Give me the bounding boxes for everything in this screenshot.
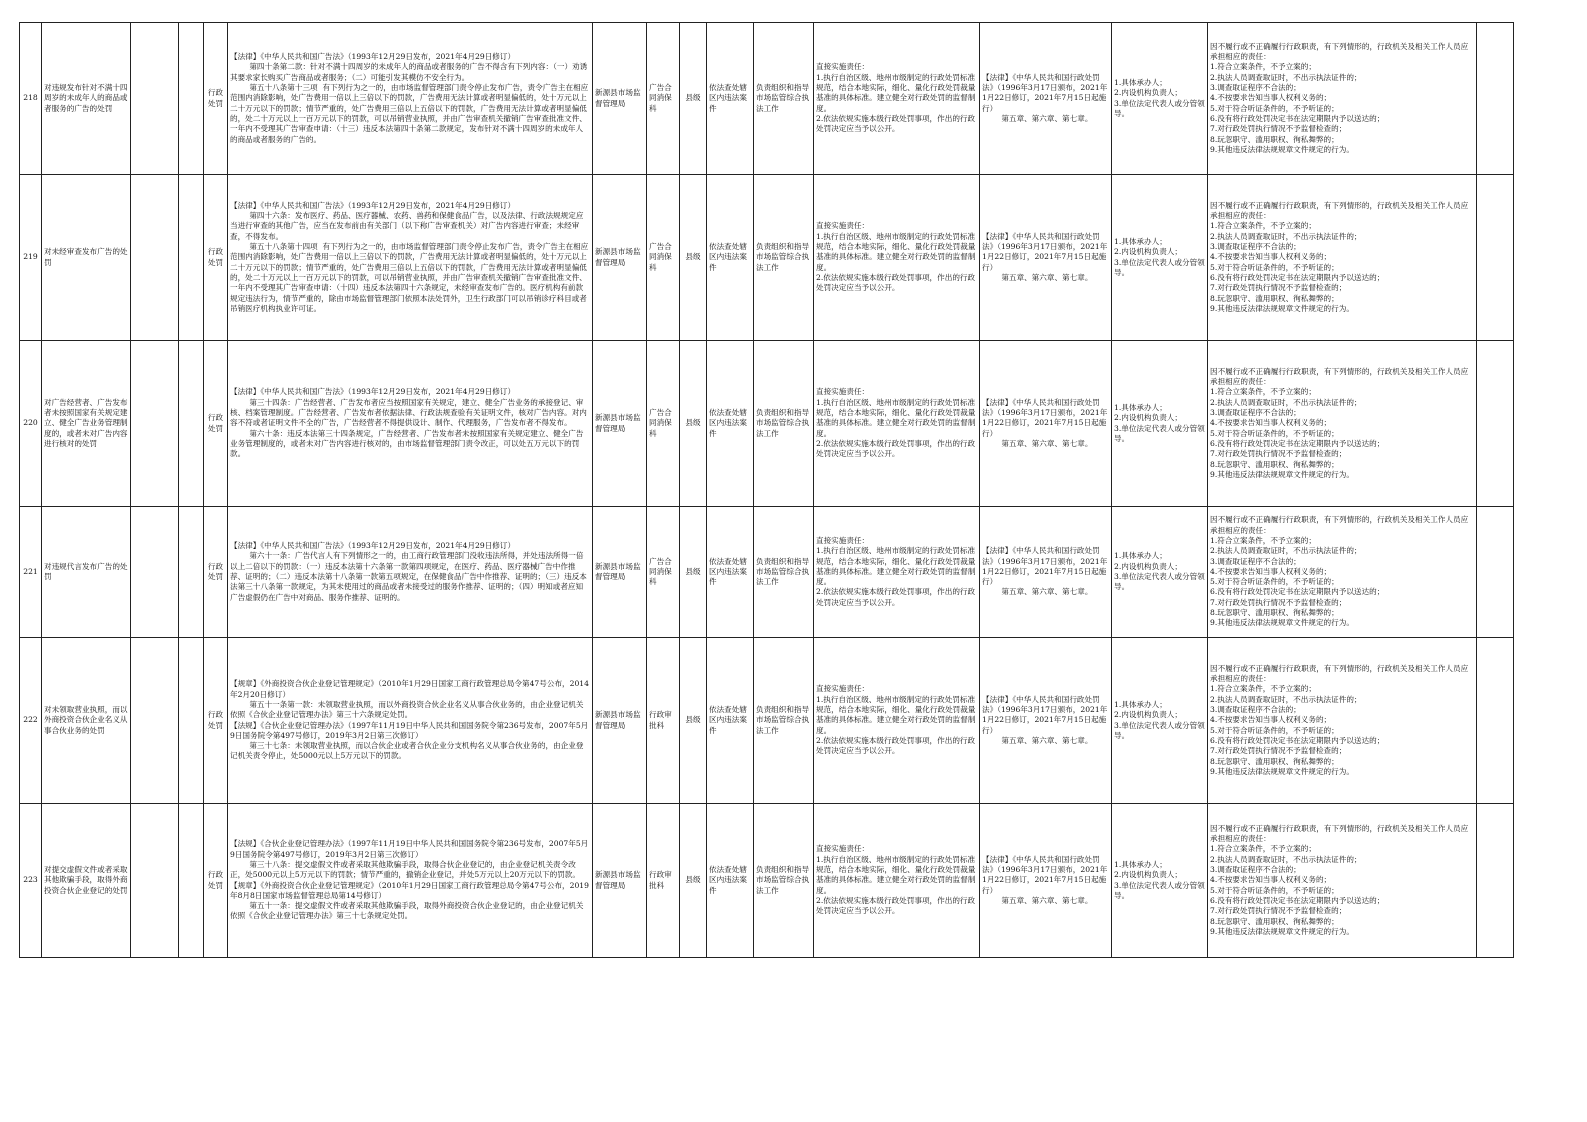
item-name: 对违规发布针对不满十四周岁的未成年人的商品或者服务的广告的处罚 bbox=[42, 23, 131, 175]
accountability-circumstances: 因不履行或不正确履行行政职责，有下列情形的，行政机关及相关工作人员应承担相应的责任： 1.符合立案条件，不予立案的； 2.执法人员调查取证时，不出示执法证件的； 3.调查取证程序不合法的； 4.不按要求告知当事人权利义务的； 5.对于符合听证条件的，不予听证的； 6.没有将行政处罚决定书在法定期限内予以送达的； 7.对行政处罚执行情况不予监督检查的； 8.玩忽职守、滥用职权、徇私舞弊的； 9.其他违反法律法规规章文件规定的行为。 bbox=[1208, 341, 1477, 507]
empty-cell-sub bbox=[179, 507, 204, 638]
empty-cell-sub bbox=[179, 23, 204, 175]
accountability-circumstances: 因不履行或不正确履行行政职责，有下列情形的，行政机关及相关工作人员应承担相应的责任： 1.符合立案条件，不予立案的； 2.执法人员调查取证时，不出示执法证件的； 3.调查取证程序不合法的； 4.不按要求告知当事人权利义务的； 5.对于符合听证条件的，不予听证的； 6.没有将行政处罚决定书在法定期限内予以送达的； 7.对行政处罚执行情况不予监督检查的； 8.玩忽职守、滥用职权、徇私舞弊的； 9.其他违反法律法规规章文件规定的行为。 bbox=[1208, 175, 1477, 341]
accountability-circumstances: 因不履行或不正确履行行政职责，有下列情形的，行政机关及相关工作人员应承担相应的责任： 1.符合立案条件，不予立案的； 2.执法人员调查取证时，不出示执法证件的； 3.调查取证程序不合法的； 4.不按要求告知当事人权利义务的； 5.对于符合听证条件的，不予听证的； 6.没有将行政处罚决定书在法定期限内予以送达的； 7.对行政处罚执行情况不予监督检查的； 8.玩忽职守、滥用职权、徇私舞弊的； 9.其他违反法律法规规章文件规定的行为。 bbox=[1208, 507, 1477, 638]
accountability-circumstances: 因不履行或不正确履行行政职责，有下列情形的，行政机关及相关工作人员应承担相应的责任： 1.符合立案条件，不予立案的； 2.执法人员调查取证时，不出示执法证件的； 3.调查取证程序不合法的； 4.不按要求告知当事人权利义务的； 5.对于符合听证条件的，不予听证的； 6.没有将行政处罚决定书在法定期限内予以送达的； 7.对行政处罚执行情况不予监督检查的； 8.玩忽职守、滥用职权、徇私舞弊的； 9.其他违反法律法规规章文件规定的行为。 bbox=[1208, 804, 1477, 958]
empty-cell-code bbox=[131, 638, 179, 804]
accountability-basis: 【法律】《中华人民共和国行政处罚法》（1996年3月17日颁布，2021年1月22日修订，2021年7月15日起施行） 第五章、第六章、第七章。 bbox=[980, 23, 1112, 175]
empty-cell-code bbox=[131, 804, 179, 958]
accountability-subjects: 1.具体承办人； 2.内设机构负责人； 3.单位法定代表人或分管领导。 bbox=[1112, 638, 1208, 804]
table-row bbox=[20, 175, 1514, 341]
item-category: 行政处罚 bbox=[204, 341, 228, 507]
empty-cell-code bbox=[131, 23, 179, 175]
empty-cell-code bbox=[131, 175, 179, 341]
empty-cell-remark bbox=[1477, 23, 1514, 175]
power-list-table bbox=[19, 22, 1514, 958]
table-row bbox=[20, 341, 1514, 507]
item-number: 219 bbox=[20, 175, 42, 341]
responsibility-items: 直接实施责任： 1.执行自治区级、地州市级制定的行政处罚标准规范，结合本地实际，细化、量化行政处罚裁量基准的具体标准。建立健全对行政处罚的监督制度。 2.依法依规实施本级行政处罚事项，作出的行政处罚决定应当予以公开。 bbox=[814, 638, 980, 804]
empty-cell-sub bbox=[179, 804, 204, 958]
item-number: 223 bbox=[20, 804, 42, 958]
implementing-department: 新源县市场监督管理局 bbox=[593, 804, 647, 958]
responsibility-items: 直接实施责任： 1.执行自治区级、地州市级制定的行政处罚标准规范，结合本地实际，细化、量化行政处罚裁量基准的具体标准。建立健全对行政处罚的监督制度。 2.依法依规实施本级行政处罚事项，作出的行政处罚决定应当予以公开。 bbox=[814, 341, 980, 507]
scope-of-authority: 依法查处辖区内违法案件 bbox=[707, 804, 754, 958]
item-number: 220 bbox=[20, 341, 42, 507]
item-category: 行政处罚 bbox=[204, 638, 228, 804]
department-duty: 负责组织和指导市场监管综合执法工作 bbox=[754, 175, 814, 341]
department-duty: 负责组织和指导市场监管综合执法工作 bbox=[754, 804, 814, 958]
table-row bbox=[20, 804, 1514, 958]
item-name: 对未经审查发布广告的处罚 bbox=[42, 175, 131, 341]
accountability-basis: 【法律】《中华人民共和国行政处罚法》（1996年3月17日颁布，2021年1月22日修订，2021年7月15日起施行） 第五章、第六章、第七章。 bbox=[980, 638, 1112, 804]
exercise-level: 县级 bbox=[680, 341, 707, 507]
implementing-department: 新源县市场监督管理局 bbox=[593, 175, 647, 341]
empty-cell-remark bbox=[1477, 341, 1514, 507]
empty-cell-remark bbox=[1477, 804, 1514, 958]
scope-of-authority: 依法查处辖区内违法案件 bbox=[707, 175, 754, 341]
department-duty: 负责组织和指导市场监管综合执法工作 bbox=[754, 507, 814, 638]
department-duty: 负责组织和指导市场监管综合执法工作 bbox=[754, 23, 814, 175]
empty-cell-sub bbox=[179, 175, 204, 341]
item-name: 对违规代言发布广告的处罚 bbox=[42, 507, 131, 638]
exercise-level: 县级 bbox=[680, 804, 707, 958]
implementing-department: 新源县市场监督管理局 bbox=[593, 638, 647, 804]
table-row bbox=[20, 638, 1514, 804]
responsibility-items: 直接实施责任： 1.执行自治区级、地州市级制定的行政处罚标准规范，结合本地实际，细化、量化行政处罚裁量基准的具体标准。建立健全对行政处罚的监督制度。 2.依法依规实施本级行政处罚事项，作出的行政处罚决定应当予以公开。 bbox=[814, 23, 980, 175]
empty-cell-remark bbox=[1477, 638, 1514, 804]
department-duty: 负责组织和指导市场监管综合执法工作 bbox=[754, 341, 814, 507]
accountability-subjects: 1.具体承办人； 2.内设机构负责人； 3.单位法定代表人或分管领导。 bbox=[1112, 23, 1208, 175]
accountability-basis: 【法律】《中华人民共和国行政处罚法》（1996年3月17日颁布，2021年1月22日修订，2021年7月15日起施行） 第五章、第六章、第七章。 bbox=[980, 341, 1112, 507]
item-number: 221 bbox=[20, 507, 42, 638]
exercise-level: 县级 bbox=[680, 638, 707, 804]
exercise-level: 县级 bbox=[680, 175, 707, 341]
item-category: 行政处罚 bbox=[204, 175, 228, 341]
responsibility-items: 直接实施责任： 1.执行自治区级、地州市级制定的行政处罚标准规范，结合本地实际，细化、量化行政处罚裁量基准的具体标准。建立健全对行政处罚的监督制度。 2.依法依规实施本级行政处罚事项，作出的行政处罚决定应当予以公开。 bbox=[814, 804, 980, 958]
implementing-department: 新源县市场监督管理局 bbox=[593, 507, 647, 638]
legal-basis-text: 【法律】《中华人民共和国广告法》（1993年12月29日发布，2021年4月29日修订） 第六十一条：广告代言人有下列情形之一的，由工商行政管理部门没收违法所得，并处违法所得一倍以上二倍以下的罚款：（一）违反本法第十六条第一款第四项规定，在医疗、药品、医疗器械广告中作推荐、证明的；（二）违反本法第十八条第一款第五项规定，在保健食品广告中作推荐、证明的；（三）违反本法第三十八条第一款规定，为其未使用过的商品或者未接受过的服务作推荐、证明的；（四）明知或者应知广告虚假仍在广告中对商品、服务作推荐、证明的。 bbox=[228, 507, 593, 638]
item-number: 222 bbox=[20, 638, 42, 804]
accountability-basis: 【法律】《中华人民共和国行政处罚法》（1996年3月17日颁布，2021年1月22日修订，2021年7月15日起施行） 第五章、第六章、第七章。 bbox=[980, 804, 1112, 958]
item-number: 218 bbox=[20, 23, 42, 175]
accountability-circumstances: 因不履行或不正确履行行政职责，有下列情形的，行政机关及相关工作人员应承担相应的责任： 1.符合立案条件，不予立案的； 2.执法人员调查取证时，不出示执法证件的； 3.调查取证程序不合法的； 4.不按要求告知当事人权利义务的； 5.对于符合听证条件的，不予听证的； 6.没有将行政处罚决定书在法定期限内予以送达的； 7.对行政处罚执行情况不予监督检查的； 8.玩忽职守、滥用职权、徇私舞弊的； 9.其他违反法律法规规章文件规定的行为。 bbox=[1208, 638, 1477, 804]
responsible-office: 广告合同消保科 bbox=[647, 175, 680, 341]
empty-cell-sub bbox=[179, 341, 204, 507]
legal-basis-text: 【法律】《中华人民共和国广告法》（1993年12月29日发布，2021年4月29日修订） 第四十条第二款：针对不满十四周岁的未成年人的商品或者服务的广告不得含有下列内容：（一）劝诱其要求家长购买广告商品或者服务；（二）可能引发其模仿不安全行为。 第五十八条第十三项 有下列行为之一的，由市场监督管理部门责令停止发布广告，责令广告主在相应范围内消除影响，处广告费用一倍以上三倍以下的罚款，广告费用无法计算或者明显偏低的，处十万元以上二十万元以下的罚款；情节严重的，处广告费用三倍以上五倍以下的罚款，广告费用无法计算或者明显偏低的，处二十万元以上一百万元以下的罚款，可以吊销营业执照，并由广告审查机关撤销广告审查批准文件、一年内不受理其广告审查申请：（十三）违反本法第四十条第二款规定，发布针对不满十四周岁的未成年人的商品或者服务的广告的。 bbox=[228, 23, 593, 175]
responsible-office: 行政审批科 bbox=[647, 804, 680, 958]
table-row bbox=[20, 23, 1514, 175]
accountability-subjects: 1.具体承办人； 2.内设机构负责人； 3.单位法定代表人或分管领导。 bbox=[1112, 507, 1208, 638]
implementing-department: 新源县市场监督管理局 bbox=[593, 23, 647, 175]
accountability-subjects: 1.具体承办人； 2.内设机构负责人； 3.单位法定代表人或分管领导。 bbox=[1112, 341, 1208, 507]
empty-cell-remark bbox=[1477, 507, 1514, 638]
exercise-level: 县级 bbox=[680, 23, 707, 175]
item-category: 行政处罚 bbox=[204, 507, 228, 638]
legal-basis-text: 【法规】《合伙企业登记管理办法》（1997年11月19日中华人民共和国国务院令第236号发布，2007年5月9日国务院令第497号修订，2019年3月2日第三次修订） 第三十八条：提交虚假文件或者采取其他欺骗手段，取得合伙企业登记的，由企业登记机关责令改正，处5000元以上5万元以下的罚款；情节严重的，撤销企业登记，并处5万元以上20万元以下的罚款。 【规章】《外商投资合伙企业登记管理规定》（2010年1月29日国家工商行政管理总局令第47号公布，2019年8月8日国家市场监督管理总局第14号修订） 第五十一条：提交虚假文件或者采取其他欺骗手段，取得外商投资合伙企业登记的，由企业登记机关依照《合伙企业登记管理办法》第三十七条规定处罚。 bbox=[228, 804, 593, 958]
table-row bbox=[20, 507, 1514, 638]
item-name: 对广告经营者、广告发布者未按照国家有关规定建立、健全广告业务管理制度的，或者未对广告内容进行核对的处罚 bbox=[42, 341, 131, 507]
responsible-office: 行政审批科 bbox=[647, 638, 680, 804]
accountability-basis: 【法律】《中华人民共和国行政处罚法》（1996年3月17日颁布，2021年1月22日修订，2021年7月15日起施行） 第五章、第六章、第七章。 bbox=[980, 507, 1112, 638]
scope-of-authority: 依法查处辖区内违法案件 bbox=[707, 507, 754, 638]
responsibility-items: 直接实施责任： 1.执行自治区级、地州市级制定的行政处罚标准规范，结合本地实际，细化、量化行政处罚裁量基准的具体标准。建立健全对行政处罚的监督制度。 2.依法依规实施本级行政处罚事项，作出的行政处罚决定应当予以公开。 bbox=[814, 507, 980, 638]
responsible-office: 广告合同消保科 bbox=[647, 341, 680, 507]
accountability-circumstances: 因不履行或不正确履行行政职责，有下列情形的，行政机关及相关工作人员应承担相应的责任： 1.符合立案条件，不予立案的； 2.执法人员调查取证时，不出示执法证件的； 3.调查取证程序不合法的； 4.不按要求告知当事人权利义务的； 5.对于符合听证条件的，不予听证的； 6.没有将行政处罚决定书在法定期限内予以送达的； 7.对行政处罚执行情况不予监督检查的； 8.玩忽职守、滥用职权、徇私舞弊的； 9.其他违反法律法规规章文件规定的行为。 bbox=[1208, 23, 1477, 175]
item-category: 行政处罚 bbox=[204, 804, 228, 958]
item-category: 行政处罚 bbox=[204, 23, 228, 175]
empty-cell-remark bbox=[1477, 175, 1514, 341]
responsible-office: 广告合同消保科 bbox=[647, 507, 680, 638]
item-name: 对提交虚假文件或者采取其他欺骗手段，取得外商投资合伙企业登记的处罚 bbox=[42, 804, 131, 958]
scope-of-authority: 依法查处辖区内违法案件 bbox=[707, 638, 754, 804]
empty-cell-code bbox=[131, 507, 179, 638]
department-duty: 负责组织和指导市场监管综合执法工作 bbox=[754, 638, 814, 804]
accountability-subjects: 1.具体承办人； 2.内设机构负责人； 3.单位法定代表人或分管领导。 bbox=[1112, 804, 1208, 958]
accountability-subjects: 1.具体承办人； 2.内设机构负责人； 3.单位法定代表人或分管领导。 bbox=[1112, 175, 1208, 341]
responsibility-items: 直接实施责任： 1.执行自治区级、地州市级制定的行政处罚标准规范，结合本地实际，细化、量化行政处罚裁量基准的具体标准。建立健全对行政处罚的监督制度。 2.依法依规实施本级行政处罚事项，作出的行政处罚决定应当予以公开。 bbox=[814, 175, 980, 341]
legal-basis-text: 【法律】《中华人民共和国广告法》（1993年12月29日发布，2021年4月29日修订） 第四十六条：发布医疗、药品、医疗器械、农药、兽药和保健食品广告，以及法律、行政法规规定应当进行审查的其他广告，应当在发布前由有关部门（以下称广告审查机关）对广告内容进行审查；未经审查，不得发布。 第五十八条第十四项 有下列行为之一的，由市场监督管理部门责令停止发布广告，责令广告主在相应范围内消除影响，处广告费用一倍以上三倍以下的罚款，广告费用无法计算或者明显偏低的，处十万元以上二十万元以下的罚款；情节严重的，处广告费用三倍以上五倍以下的罚款，广告费用无法计算或者明显偏低的，处二十万元以上一百万元以下的罚款，可以吊销营业执照，并由广告审查机关撤销广告审查批准文件、一年内不受理其广告审查申请：（十四）违反本法第四十六条规定，未经审查发布广告的。医疗机构有前款规定违法行为，情节严重的，除由市场监督管理部门依照本法处罚外，卫生行政部门可以吊销诊疗科目或者吊销医疗机构执业许可证。 bbox=[228, 175, 593, 341]
exercise-level: 县级 bbox=[680, 507, 707, 638]
scope-of-authority: 依法查处辖区内违法案件 bbox=[707, 341, 754, 507]
accountability-basis: 【法律】《中华人民共和国行政处罚法》（1996年3月17日颁布，2021年1月22日修订，2021年7月15日起施行） 第五章、第六章、第七章。 bbox=[980, 175, 1112, 341]
scope-of-authority: 依法查处辖区内违法案件 bbox=[707, 23, 754, 175]
empty-cell-sub bbox=[179, 638, 204, 804]
empty-cell-code bbox=[131, 341, 179, 507]
item-name: 对未领取营业执照，而以外商投资合伙企业名义从事合伙业务的处罚 bbox=[42, 638, 131, 804]
responsible-office: 广告合同消保科 bbox=[647, 23, 680, 175]
legal-basis-text: 【规章】《外商投资合伙企业登记管理规定》（2010年1月29日国家工商行政管理总局令第47号公布，2014年2月20日修订） 第五十一条第一款：未领取营业执照，而以外商投资合伙企业名义从事合伙业务的，由企业登记机关依照《合伙企业登记管理办法》第三十六条规定处罚。 【法规】《合伙企业登记管理办法》（1997年11月19日中华人民共和国国务院令第236号发布，2007年5月9日国务院令第497号修订，2019年3月2日第三次修订） 第三十七条：未领取营业执照，而以合伙企业或者合伙企业分支机构名义从事合伙业务的，由企业登记机关责令停止，处5000元以上5万元以下的罚款。 bbox=[228, 638, 593, 804]
implementing-department: 新源县市场监督管理局 bbox=[593, 341, 647, 507]
legal-basis-text: 【法律】《中华人民共和国广告法》（1993年12月29日发布，2021年4月29日修订） 第三十四条：广告经营者、广告发布者应当按照国家有关规定，建立、健全广告业务的承接登记、审核、档案管理制度。广告经营者、广告发布者依据法律、行政法规查验有关证明文件，核对广告内容。对内容不符或者证明文件不全的广告，广告经营者不得提供设计、制作、代理服务，广告发布者不得发布。 第六十条：违反本法第三十四条规定，广告经营者、广告发布者未按照国家有关规定建立、健全广告业务管理制度的，或者未对广告内容进行核对的，由市场监督管理部门责令改正，可以处五万元以下的罚款。 bbox=[228, 341, 593, 507]
